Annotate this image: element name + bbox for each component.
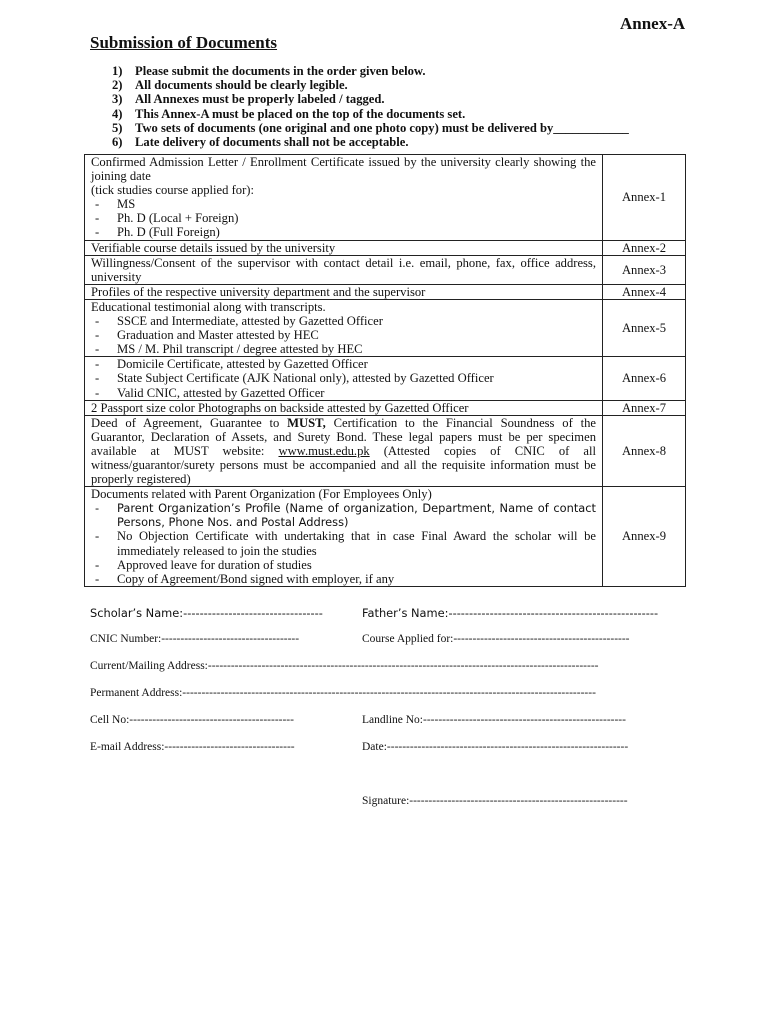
documents-table — [84, 154, 686, 587]
instruction-number: 5) — [112, 120, 123, 135]
instruction-item — [112, 78, 752, 92]
bullet-item: - MS — [91, 197, 596, 211]
instruction-text: All Annexes must be properly labeled / tagged. — [135, 92, 385, 107]
annex-cell: Annex-8 — [603, 415, 686, 486]
table-row — [85, 400, 686, 415]
bullet-item: - No Objection Certificate with undertaking that in case Final Award the scholar will be immediately released to join the studies — [91, 529, 596, 557]
instruction-item — [112, 92, 752, 106]
instruction-item — [112, 107, 752, 121]
annex-cell: Annex-2 — [603, 240, 686, 255]
permanent-address-field[interactable]: Permanent Address:------------------------------------------------------------------------------------------------------------ — [90, 687, 596, 699]
document-description — [85, 357, 603, 400]
annex-label: Annex-A — [620, 14, 686, 33]
document-description — [85, 155, 603, 241]
signature-field[interactable]: Signature:--------------------------------------------------------- — [362, 795, 628, 807]
document-description: Verifiable course details issued by the university — [85, 240, 603, 255]
table-row — [85, 415, 686, 486]
cell-number-field[interactable]: Cell No:------------------------------------------- — [90, 714, 294, 726]
father-name-field[interactable]: Father’s Name:--------------------------------------------------- — [362, 606, 659, 620]
instruction-item — [112, 135, 752, 149]
course-applied-field[interactable]: Course Applied for:---------------------------------------------- — [362, 633, 630, 645]
instruction-item — [112, 64, 752, 78]
annex-cell: Annex-9 — [603, 487, 686, 587]
table-row — [85, 155, 686, 241]
instruction-number: 2) — [112, 78, 123, 93]
row-text: Certification to the Financial Soundness of the Guarantor, Declaration of Assets, and Surety Bond. These legal papers must be per specimen available at MUST website: — [91, 415, 596, 458]
date-field[interactable]: Date:--------------------------------------------------------------- — [362, 741, 629, 753]
page-title: Submission of Documents — [90, 33, 278, 52]
bullet-item: - Approved leave for duration of studies — [91, 558, 596, 572]
row-text: (tick studies course applied for): — [91, 183, 254, 198]
document-description — [85, 487, 603, 587]
annex-cell: Annex-5 — [603, 299, 686, 356]
annex-cell: Annex-6 — [603, 357, 686, 400]
annex-cell: Annex-7 — [603, 400, 686, 415]
document-description — [85, 299, 603, 356]
instruction-number: 4) — [112, 106, 123, 121]
bullet-item: - Valid CNIC, attested by Gazetted Officer — [91, 386, 596, 400]
row-heading: Educational testimonial along with transcripts. — [91, 299, 326, 314]
mailing-address-field[interactable]: Current/Mailing Address:------------------------------------------------------------------------------------------------------ — [90, 660, 599, 672]
cnic-field[interactable]: CNIC Number:------------------------------------ — [90, 633, 300, 645]
bullet-item: - Parent Organization’s Profile (Name of organization, Department, Name of contact Persons, Phone Nos. and Postal Address) — [91, 501, 596, 529]
annex-cell: Annex-3 — [603, 255, 686, 284]
instruction-text: Late delivery of documents shall not be acceptable. — [135, 135, 409, 150]
bullet-item: - MS / M. Phil transcript / degree attested by HEC — [91, 342, 596, 356]
bullet-item: - Ph. D (Local + Foreign) — [91, 211, 596, 225]
landline-field[interactable]: Landline No:----------------------------------------------------- — [362, 714, 626, 726]
instruction-text: All documents should be clearly legible. — [135, 78, 348, 93]
email-field[interactable]: E-mail Address:---------------------------------- — [90, 741, 295, 753]
bullet-item: - Domicile Certificate, attested by Gazetted Officer — [91, 357, 596, 371]
bullet-item: - SSCE and Intermediate, attested by Gazetted Officer — [91, 314, 596, 328]
document-description — [85, 415, 603, 486]
must-bold: MUST, — [287, 415, 326, 430]
instruction-text: This Annex-A must be placed on the top of the documents set. — [135, 106, 466, 121]
instruction-number: 3) — [112, 92, 123, 107]
bullet-item: - Graduation and Master attested by HEC — [91, 328, 596, 342]
instruction-item — [112, 121, 752, 135]
table-row — [85, 487, 686, 587]
row-text: Deed of Agreement, Guarantee to — [91, 415, 288, 430]
document-description: 2 Passport size color Photographs on backside attested by Gazetted Officer — [85, 400, 603, 415]
document-description: Profiles of the respective university department and the supervisor — [85, 284, 603, 299]
table-row — [85, 299, 686, 356]
scholar-name-field[interactable]: Scholar’s Name:---------------------------------- — [90, 606, 323, 620]
instruction-text: Please submit the documents in the order given below. — [135, 64, 426, 78]
table-row — [85, 357, 686, 400]
instruction-list — [112, 64, 752, 149]
bullet-item: - Copy of Agreement/Bond signed with employer, if any — [91, 572, 596, 586]
annex-cell: Annex-1 — [603, 155, 686, 241]
instruction-text: Two sets of documents (one original and one photo copy) must be delivered by____________ — [135, 120, 629, 135]
instruction-number: 1) — [112, 64, 123, 78]
table-row — [85, 240, 686, 255]
annex-cell: Annex-4 — [603, 284, 686, 299]
table-row — [85, 255, 686, 284]
document-description: Willingness/Consent of the supervisor with contact detail i.e. email, phone, fax, office address, university — [85, 255, 603, 284]
row-heading: Documents related with Parent Organization (For Employees Only) — [91, 487, 432, 502]
table-row — [85, 284, 686, 299]
bullet-item: - Ph. D (Full Foreign) — [91, 225, 596, 239]
bullet-item: - State Subject Certificate (AJK National only), attested by Gazetted Officer — [91, 371, 596, 385]
row-text: Confirmed Admission Letter / Enrollment Certificate issued by the university clearly showing the joining date — [91, 155, 596, 184]
row-text: (Attested copies of CNIC of all witness/guarantor/surety persons must be accompanied and all the requisite information must be properly registered) — [91, 443, 596, 487]
instruction-number: 6) — [112, 135, 123, 150]
website-link[interactable]: www.must.edu.pk — [278, 443, 370, 458]
